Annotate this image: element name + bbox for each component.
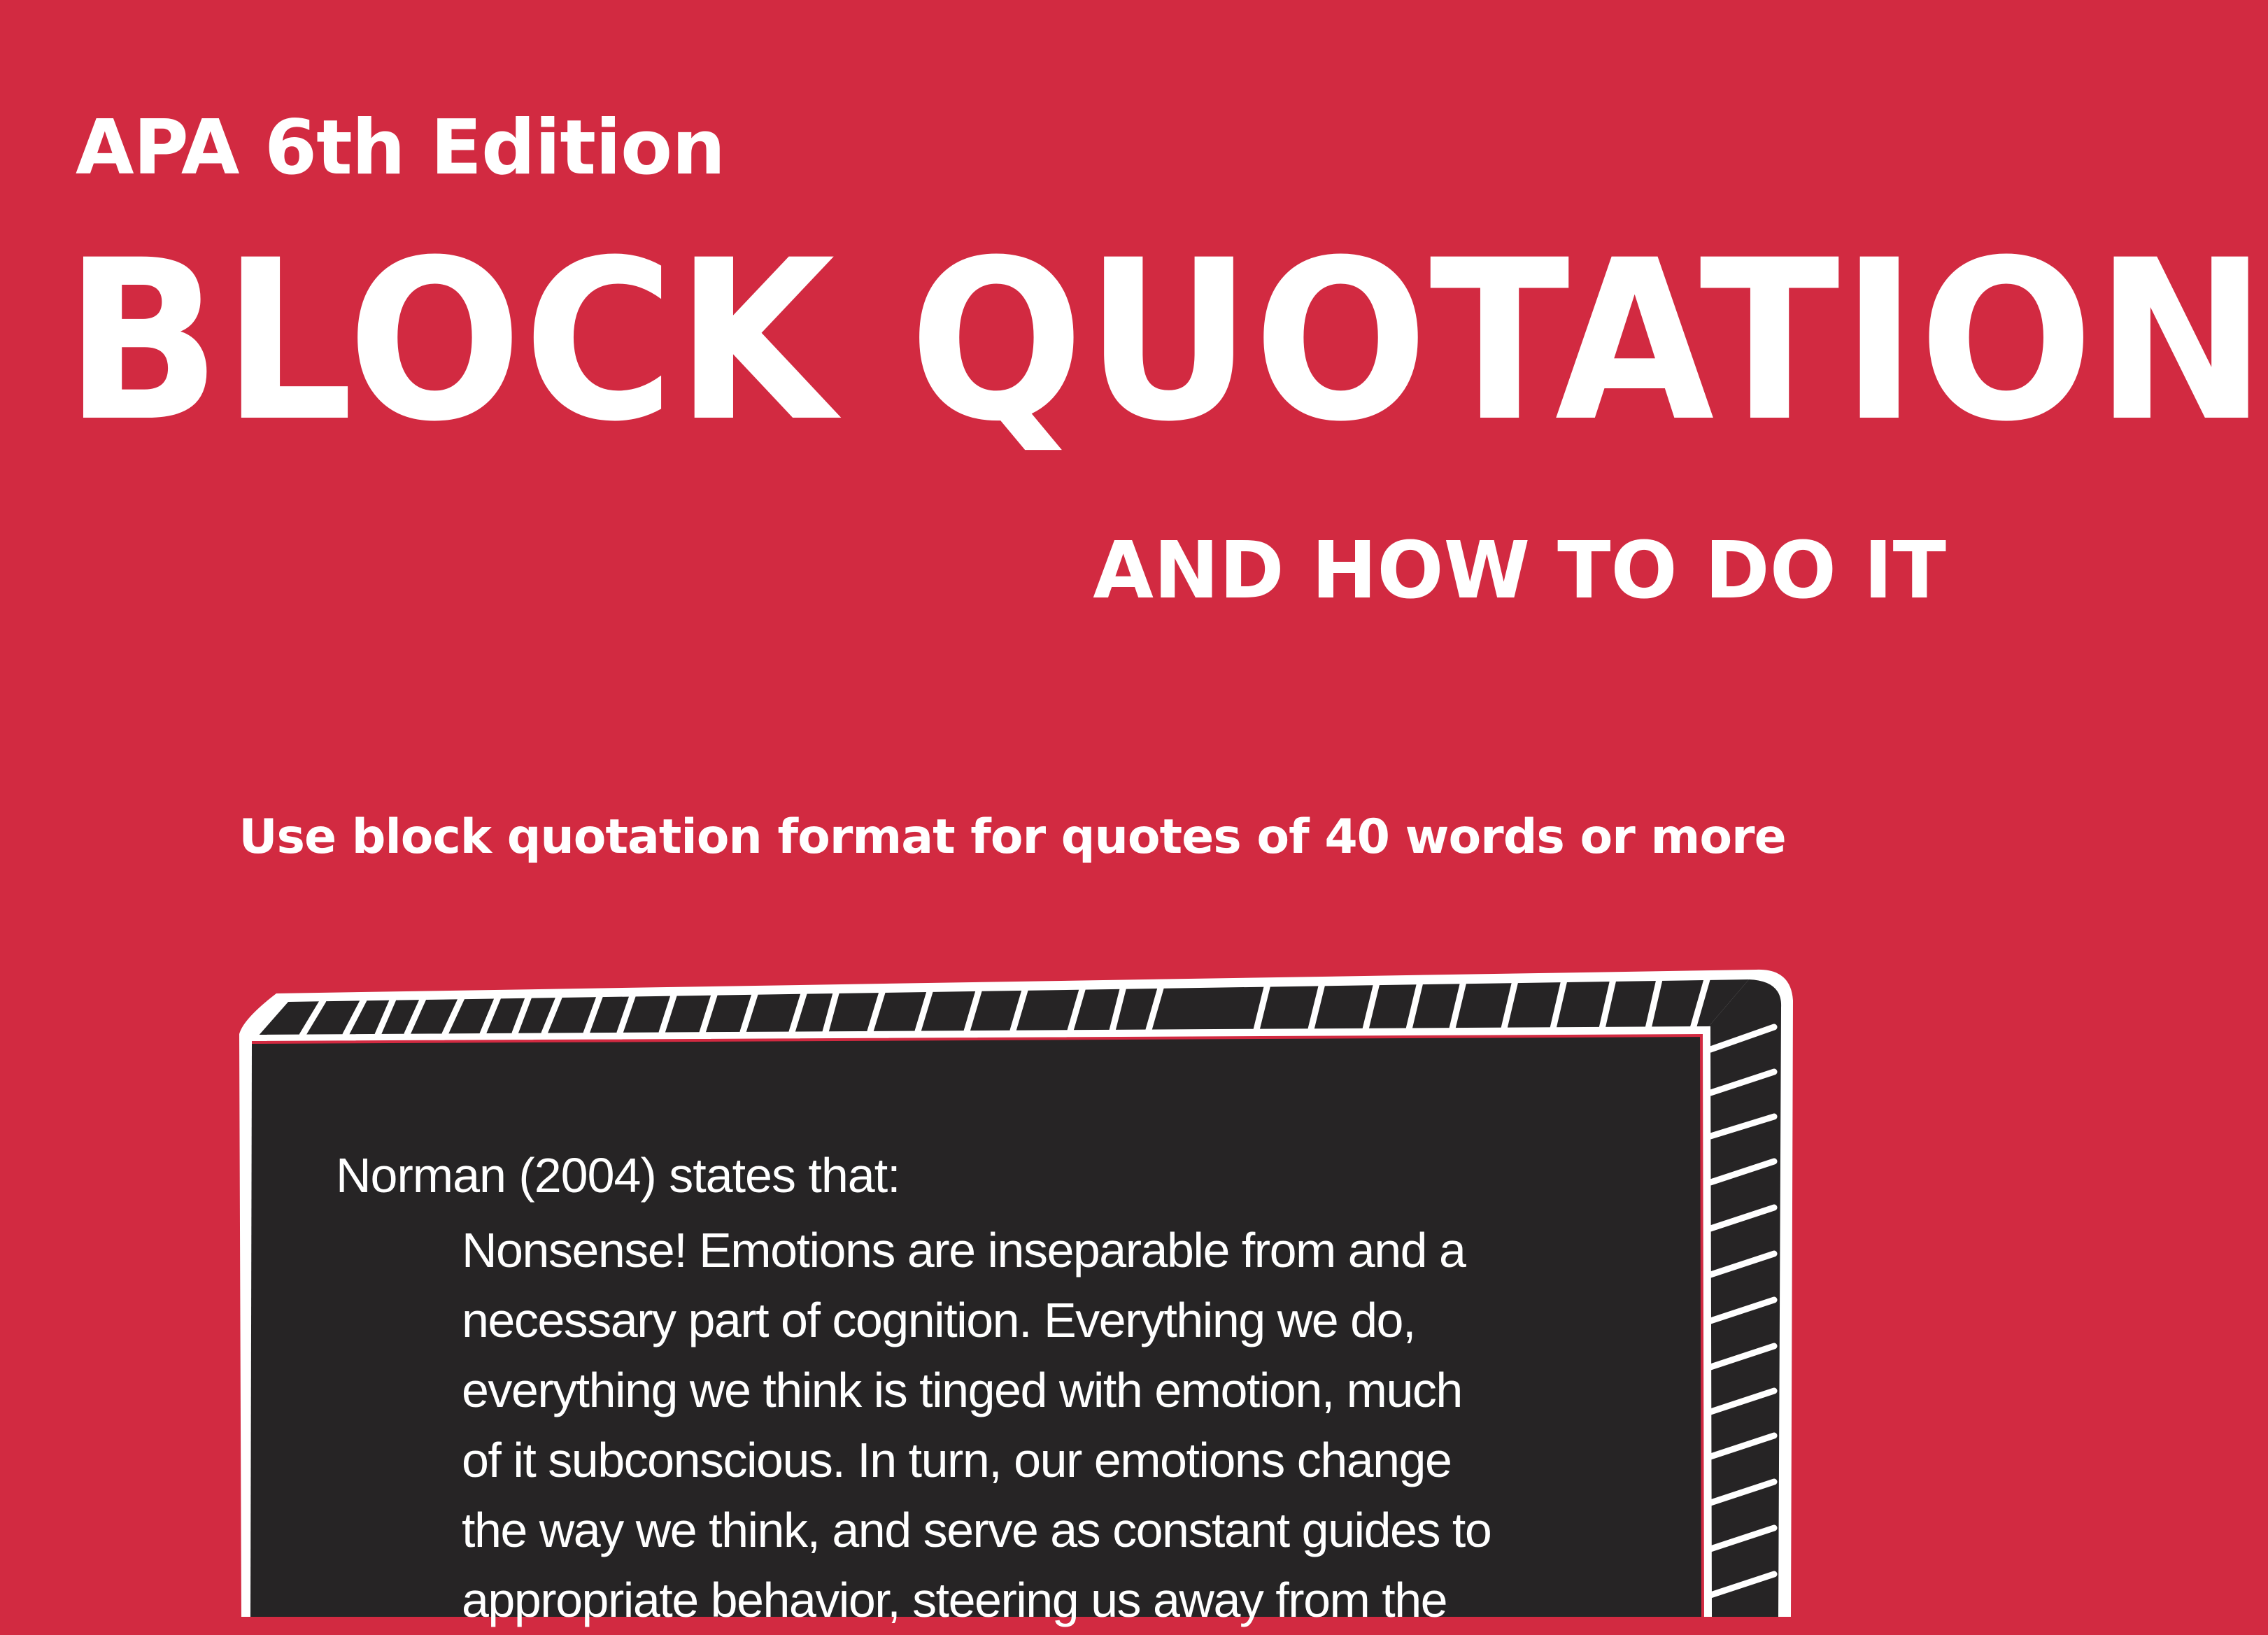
rule-statement: Use block quotation format for quotes of 40 words or more [239,809,1786,865]
page-title: BLOCK QUOTATION [64,213,2268,470]
page-subtitle: AND HOW TO DO IT [1093,525,1946,616]
quote-line: of it subconscious. In turn, our emotions change [462,1433,1452,1487]
quote-line: Nonsense! Emotions are inseparable from and a [462,1223,1466,1277]
quote-intro: Norman (2004) states that: [336,1148,900,1203]
quote-line: everything we think is tinged with emotion, much [462,1363,1462,1417]
quote-line: necessary part of cognition. Everything we do, [462,1293,1415,1347]
quote-line: the way we think, and serve as constant guides to [462,1503,1491,1557]
block-quote [462,1215,1686,1635]
edition-label: APA 6th Edition [76,104,725,192]
example-quote-panel [252,1035,1700,1627]
quote-line: appropriate behavior, steering us away from the [462,1573,1447,1627]
